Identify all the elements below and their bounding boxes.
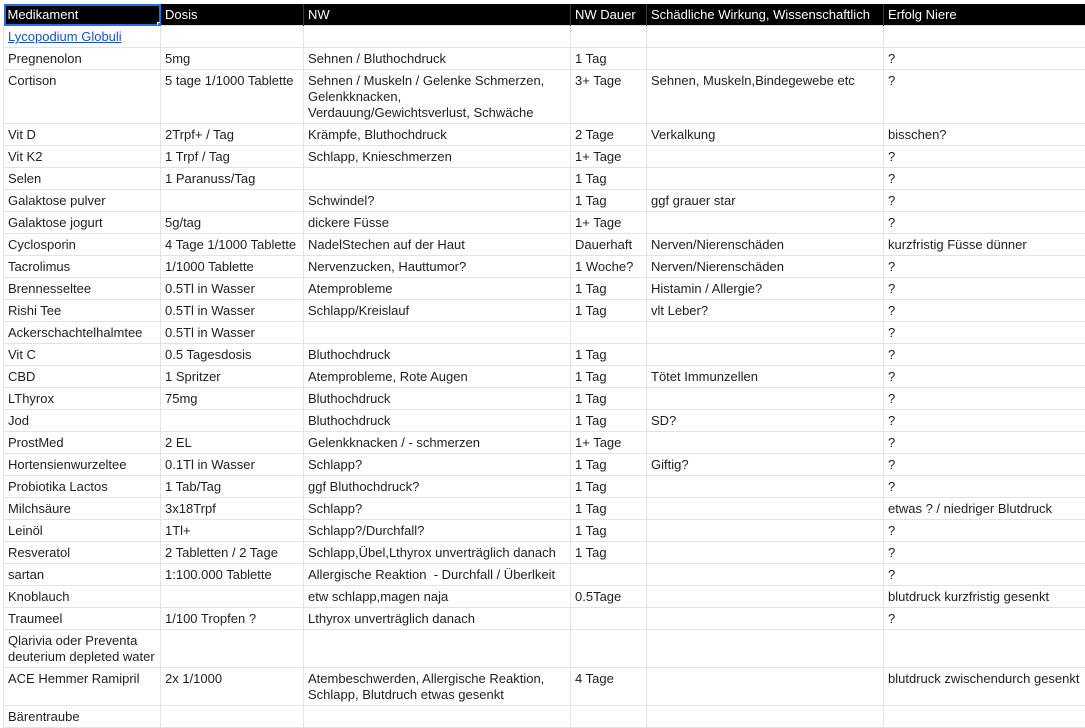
table-cell[interactable]: Giftig? (647, 454, 884, 476)
table-cell[interactable]: Galaktose jogurt (4, 212, 161, 234)
table-cell[interactable]: ? (884, 278, 1085, 300)
table-cell[interactable]: Schlapp, Knieschmerzen (304, 146, 571, 168)
table-cell[interactable]: Leinöl (4, 520, 161, 542)
table-cell[interactable] (161, 190, 304, 212)
table-cell[interactable]: 0.5Tl in Wasser (161, 322, 304, 344)
table-cell[interactable] (647, 630, 884, 668)
table-cell[interactable]: 1 Tab/Tag (161, 476, 304, 498)
table-cell[interactable]: 1 Tag (571, 190, 647, 212)
table-cell[interactable]: 2 EL (161, 432, 304, 454)
table-cell[interactable]: Bluthochdruck (304, 344, 571, 366)
table-cell[interactable]: ? (884, 432, 1085, 454)
table-row (4, 520, 1085, 542)
table-cell[interactable]: 1 Paranuss/Tag (161, 168, 304, 190)
table-cell[interactable]: Brennesseltee (4, 278, 161, 300)
table-cell[interactable]: 2 Tabletten / 2 Tage (161, 542, 304, 564)
table-cell[interactable]: 1 Tag (571, 344, 647, 366)
table-cell[interactable]: 1 Tag (571, 476, 647, 498)
table-cell[interactable]: ? (884, 146, 1085, 168)
table-cell[interactable]: Jod (4, 410, 161, 432)
table-cell[interactable]: Pregnenolon (4, 48, 161, 70)
table-cell[interactable]: Probiotika Lactos (4, 476, 161, 498)
table-cell[interactable]: ProstMed (4, 432, 161, 454)
table-row (4, 366, 1085, 388)
table-cell[interactable]: 3+ Tage (571, 70, 647, 124)
table-cell[interactable]: 5 tage 1/1000 Tablette (161, 70, 304, 124)
table-cell[interactable] (647, 668, 884, 706)
table-cell[interactable] (161, 586, 304, 608)
table-cell[interactable]: 1 Tag (571, 168, 647, 190)
header-row (4, 4, 1085, 26)
table-cell[interactable]: Qlarivia oder Preventa deuterium depleted water (4, 630, 161, 668)
table-row (4, 212, 1085, 234)
table-cell[interactable] (647, 706, 884, 728)
table-cell[interactable]: 1 Tag (571, 454, 647, 476)
table-cell[interactable]: bisschen? (884, 124, 1085, 146)
table-cell[interactable]: ? (884, 300, 1085, 322)
table-cell[interactable]: ? (884, 48, 1085, 70)
table-cell[interactable]: ? (884, 366, 1085, 388)
table-row (4, 256, 1085, 278)
header-cell-schaedliche-wirkung[interactable]: Schädliche Wirkung, Wissenschaftlich (647, 4, 884, 26)
table-cell[interactable] (647, 586, 884, 608)
table-cell[interactable] (304, 322, 571, 344)
table-cell[interactable]: Sehnen, Muskeln,Bindegewebe etc (647, 70, 884, 124)
table-cell[interactable]: Bärentraube (4, 706, 161, 728)
table-cell[interactable]: Cortison (4, 70, 161, 124)
table-cell[interactable] (884, 26, 1085, 48)
table-row (4, 388, 1085, 410)
table-row (4, 344, 1085, 366)
table-cell[interactable]: LThyrox (4, 388, 161, 410)
table-cell[interactable]: 1 Tag (571, 300, 647, 322)
table-cell[interactable]: Histamin / Allergie? (647, 278, 884, 300)
spreadsheet-grid (3, 4, 1085, 728)
table-row (4, 476, 1085, 498)
table-cell[interactable]: Lthyrox unverträglich danach (304, 608, 571, 630)
table-cell[interactable]: 0.5Tl in Wasser (161, 278, 304, 300)
table-cell[interactable]: ? (884, 212, 1085, 234)
table-cell[interactable]: Nerven/Nierenschäden (647, 234, 884, 256)
table-cell[interactable] (304, 26, 571, 48)
table-row (4, 564, 1085, 586)
header-cell-dosis[interactable]: Dosis (161, 4, 304, 26)
table-cell[interactable]: ? (884, 190, 1085, 212)
table-cell[interactable] (647, 608, 884, 630)
table-cell[interactable]: 0.1Tl in Wasser (161, 454, 304, 476)
table-cell[interactable]: Tacrolimus (4, 256, 161, 278)
table-cell[interactable]: Resveratol (4, 542, 161, 564)
table-cell[interactable]: ? (884, 520, 1085, 542)
table-row (4, 300, 1085, 322)
table-cell[interactable]: Tötet Immunzellen (647, 366, 884, 388)
table-cell[interactable]: 4 Tage (571, 668, 647, 706)
table-cell[interactable]: Vit D (4, 124, 161, 146)
table-cell[interactable]: Milchsäure (4, 498, 161, 520)
table-cell[interactable]: ? (884, 564, 1085, 586)
table-cell[interactable] (647, 48, 884, 70)
table-cell[interactable] (884, 630, 1085, 668)
table-cell[interactable]: 1 Tag (571, 278, 647, 300)
table-cell[interactable] (647, 146, 884, 168)
hyperlink-lycopodium-globuli[interactable]: Lycopodium Globuli (8, 29, 122, 44)
table-cell[interactable]: 1+ Tage (571, 146, 647, 168)
table-cell[interactable]: Sehnen / Bluthochdruck (304, 48, 571, 70)
table-cell[interactable]: 75mg (161, 388, 304, 410)
table-cell[interactable]: 1 Tag (571, 542, 647, 564)
table-row (4, 542, 1085, 564)
table-cell[interactable]: 1:100.000 Tablette (161, 564, 304, 586)
table-row (4, 234, 1085, 256)
table-row (4, 586, 1085, 608)
table-cell[interactable]: Verkalkung (647, 124, 884, 146)
table-cell[interactable] (571, 322, 647, 344)
table-cell[interactable]: Schlapp? (304, 454, 571, 476)
table-row (4, 608, 1085, 630)
table-cell[interactable]: 1Tl+ (161, 520, 304, 542)
table-row (4, 168, 1085, 190)
table-cell[interactable] (4, 26, 161, 48)
table-cell[interactable] (161, 630, 304, 668)
table-cell[interactable] (571, 706, 647, 728)
table-cell[interactable]: Hortensienwurzeltee (4, 454, 161, 476)
table-cell[interactable]: 1 Tag (571, 366, 647, 388)
table-cell[interactable]: 1 Tag (571, 498, 647, 520)
table-cell[interactable]: ? (884, 410, 1085, 432)
table-cell[interactable]: 1 Tag (571, 48, 647, 70)
table-row (4, 432, 1085, 454)
table-cell[interactable]: 0.5 Tagesdosis (161, 344, 304, 366)
table-cell[interactable]: 1 Tag (571, 520, 647, 542)
table-cell[interactable]: 1+ Tage (571, 212, 647, 234)
table-cell[interactable] (647, 322, 884, 344)
table-cell[interactable]: 5mg (161, 48, 304, 70)
table-cell[interactable] (571, 630, 647, 668)
table-cell[interactable] (161, 26, 304, 48)
table-cell[interactable]: 4 Tage 1/1000 Tablette (161, 234, 304, 256)
table-cell[interactable]: kurzfristig Füsse dünner (884, 234, 1085, 256)
table-cell[interactable]: Schlapp?/Durchfall? (304, 520, 571, 542)
table-cell[interactable]: CBD (4, 366, 161, 388)
table-cell[interactable]: ? (884, 256, 1085, 278)
table-row (4, 146, 1085, 168)
table-cell[interactable]: Cyclosporin (4, 234, 161, 256)
table-cell[interactable]: 1 Tag (571, 410, 647, 432)
table-cell[interactable]: Sehnen / Muskeln / Gelenke Schmerzen, Gelenkknacken, Verdauung/Gewichtsverlust, Schwäche (304, 70, 571, 124)
fill-handle[interactable] (157, 22, 161, 26)
table-cell[interactable] (161, 706, 304, 728)
table-cell[interactable]: 2 Tage (571, 124, 647, 146)
table-cell[interactable]: 2Trpf+ / Tag (161, 124, 304, 146)
table-row (4, 26, 1085, 48)
table-cell[interactable]: 1 Tag (571, 388, 647, 410)
table-cell[interactable]: 1 Woche? (571, 256, 647, 278)
table-cell[interactable]: Vit C (4, 344, 161, 366)
table-cell[interactable]: 3x18Trpf (161, 498, 304, 520)
table-cell[interactable] (884, 706, 1085, 728)
table-cell[interactable]: 0.5Tl in Wasser (161, 300, 304, 322)
table-cell[interactable] (647, 476, 884, 498)
table-row (4, 630, 1085, 668)
table-cell[interactable]: 1 Trpf / Tag (161, 146, 304, 168)
table-cell[interactable]: Gelenkknacken / - schmerzen (304, 432, 571, 454)
header-cell-erfolg-niere[interactable]: Erfolg Niere (884, 4, 1085, 26)
table-cell[interactable]: ? (884, 476, 1085, 498)
header-cell-nw-dauer[interactable]: NW Dauer (571, 4, 647, 26)
table-cell[interactable]: Schwindel? (304, 190, 571, 212)
table-cell[interactable]: etw schlapp,magen naja (304, 586, 571, 608)
table-cell[interactable]: Atemprobleme, Rote Augen (304, 366, 571, 388)
table-cell[interactable]: NadelStechen auf der Haut (304, 234, 571, 256)
table-cell[interactable]: blutdruck kurzfristig gesenkt (884, 586, 1085, 608)
table-cell[interactable]: ? (884, 454, 1085, 476)
table-row (4, 498, 1085, 520)
table-row (4, 48, 1085, 70)
table-cell[interactable] (304, 168, 571, 190)
table-cell[interactable] (571, 26, 647, 48)
table-cell[interactable]: ? (884, 388, 1085, 410)
table-cell[interactable] (647, 520, 884, 542)
table-cell[interactable]: 1/100 Tropfen ? (161, 608, 304, 630)
table-cell[interactable]: Ackerschachtelhalmtee (4, 322, 161, 344)
table-cell[interactable]: Traumeel (4, 608, 161, 630)
table-cell[interactable] (304, 706, 571, 728)
table-cell[interactable] (647, 542, 884, 564)
table-cell[interactable] (647, 498, 884, 520)
table-cell[interactable]: Galaktose pulver (4, 190, 161, 212)
table-cell[interactable]: Nervenzucken, Hauttumor? (304, 256, 571, 278)
table-row (4, 668, 1085, 706)
table-cell[interactable]: sartan (4, 564, 161, 586)
table-cell[interactable]: Bluthochdruck (304, 388, 571, 410)
table-cell[interactable]: Schlapp,Übel,Lthyrox unverträglich danach (304, 542, 571, 564)
header-cell-medikament[interactable]: Medikament (4, 4, 161, 26)
table-cell[interactable]: ? (884, 608, 1085, 630)
table-cell[interactable]: Bluthochdruck (304, 410, 571, 432)
table-cell[interactable]: ggf grauer star (647, 190, 884, 212)
table-cell[interactable]: Schlapp? (304, 498, 571, 520)
table-cell[interactable]: Knoblauch (4, 586, 161, 608)
table-cell[interactable]: 2x 1/1000 (161, 668, 304, 706)
table-cell[interactable] (161, 410, 304, 432)
table-cell[interactable]: ? (884, 542, 1085, 564)
table-cell[interactable]: Rishi Tee (4, 300, 161, 322)
table-cell[interactable]: 1+ Tage (571, 432, 647, 454)
table-cell[interactable]: Dauerhaft (571, 234, 647, 256)
table-body (4, 26, 1085, 728)
table-cell[interactable] (647, 168, 884, 190)
table-cell[interactable]: 1 Spritzer (161, 366, 304, 388)
table-cell[interactable]: SD? (647, 410, 884, 432)
table-cell[interactable]: 0.5Tage (571, 586, 647, 608)
table-row (4, 278, 1085, 300)
table-row (4, 70, 1085, 124)
table-row (4, 124, 1085, 146)
table-cell[interactable]: etwas ? / niedriger Blutdruck (884, 498, 1085, 520)
table-cell[interactable]: ? (884, 70, 1085, 124)
table-cell[interactable] (647, 26, 884, 48)
table-cell[interactable]: ? (884, 344, 1085, 366)
table-cell[interactable] (571, 564, 647, 586)
table-row (4, 454, 1085, 476)
table-cell[interactable]: Krämpfe, Bluthochdruck (304, 124, 571, 146)
table-row (4, 322, 1085, 344)
table-row (4, 190, 1085, 212)
table-cell[interactable]: vlt Leber? (647, 300, 884, 322)
table-row (4, 410, 1085, 432)
table-cell[interactable] (647, 432, 884, 454)
table-cell[interactable]: ? (884, 168, 1085, 190)
table-cell[interactable] (647, 564, 884, 586)
table-cell[interactable]: ? (884, 322, 1085, 344)
table-cell[interactable]: Atembeschwerden, Allergische Reaktion, Schlapp, Blutdruch etwas gesenkt (304, 668, 571, 706)
table-cell[interactable]: Schlapp/Kreislauf (304, 300, 571, 322)
table-cell[interactable] (647, 388, 884, 410)
table-cell[interactable]: ACE Hemmer Ramipril (4, 668, 161, 706)
table-cell[interactable]: Atemprobleme (304, 278, 571, 300)
table-cell[interactable]: ggf Bluthochdruck? (304, 476, 571, 498)
table-cell[interactable] (647, 344, 884, 366)
table-cell[interactable] (304, 630, 571, 668)
table-cell[interactable]: blutdruck zwischendurch gesenkt (884, 668, 1085, 706)
table-cell[interactable]: 1/1000 Tablette (161, 256, 304, 278)
table-cell[interactable] (647, 212, 884, 234)
table-cell[interactable]: Nerven/Nierenschäden (647, 256, 884, 278)
header-cell-nw[interactable]: NW (304, 4, 571, 26)
table-cell[interactable] (571, 608, 647, 630)
table-cell[interactable]: Vit K2 (4, 146, 161, 168)
table-row (4, 706, 1085, 728)
table-cell[interactable]: 5g/tag (161, 212, 304, 234)
table-cell[interactable]: Allergische Reaktion - Durchfall / Überlkeit (304, 564, 571, 586)
table-cell[interactable]: dickere Füsse (304, 212, 571, 234)
table-cell[interactable]: Selen (4, 168, 161, 190)
